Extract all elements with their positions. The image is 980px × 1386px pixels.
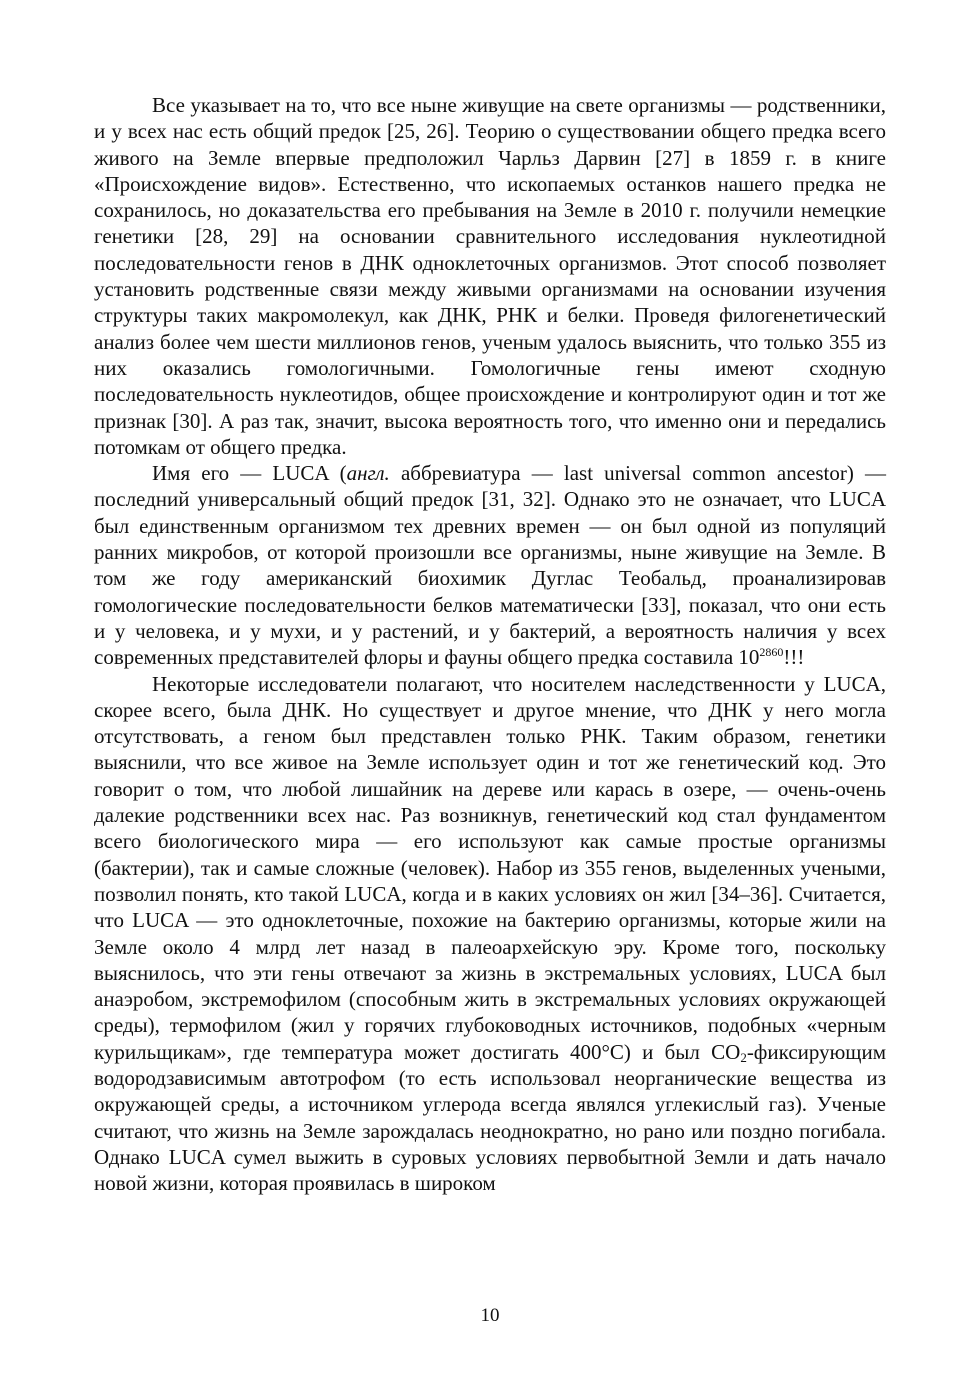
exponent: 2860 [759,645,784,660]
paragraph-luca-name: Имя его — LUCA (англ. аббревиатура — last universal common ancestor) — последний универсальный общий предок [31, 32]. Однако это не означает, что LUCA был единственным организмом тех древних времен — он был одной из популяций ранних микробов, от которой произошли все организмы, ныне живущие на Земле. В том же году американский биохимик Дуглас Теобальд, проанализировав гомологические последовательности белков математически [33], показал, что они есть и у человека, и у мухи, и у растений, и у бактерий, а вероятность наличия у всех современных представителей флоры и фауны общего предка составила $10^{2860}$!!! [94,461,886,670]
body-text [94,92,886,1196]
abbreviation-label: англ. [346,461,390,486]
page-number: 10 [480,1305,500,1326]
paragraph-common-ancestor: Все указывает на то, что все ныне живущие на свете организмы — родственники, и у всех нас есть общий предок [25, 26]. Теорию о существовании общего предка всего живого на Земле впервые предположил Чарльз Дарвин [27] в 1859 г. в книге «Происхождение видов». Естественно, что ископаемых останков нашего предка не сохранилось, но доказательства его пребывания на Земле в 2010 г. получили немецкие генетики [28, 29] на основании сравнительного исследования нуклеотидной последовательности генов в ДНК одноклеточных организмов. Этот способ позволяет установить родственные связи между живыми организмами на основании изучения структуры таких макромолекул, как ДНК, РНК и белки. Проведя филогенетический анализ более чем шести миллионов генов, ученым удалось выяснить, что только 355 из них оказались гомологичными. Гомологичные гены имеют сходную последовательность нуклеотидов, общее происхождение и контролируют один и тот же признак [30]. А раз так, значит, высока вероятность того, что именно они и передались потомкам от общего предка. [94,93,886,459]
paragraph-luca-properties: Некоторые исследователи полагают, что носителем наследственности у LUCA, скорее всего, была ДНК. Но существует и другое мнение, что ДНК у него могла отсутствовать, а геном был представлен только РНК. Таким образом, генетики выяснили, что все живое на Земле использует один и тот же генетический код. Это говорит о том, что любой лишайник на дереве или карась в озере, — очень-очень далекие родственники всех нас. Раз возникнув, генетический код стал фундаментом всего биологического мира — его используют как самые простые организмы (бактерии), так и самые сложные (человек). Набор из 355 генов, выделенных учеными, позволил понять, кто такой LUCA, когда и в каких условиях он жил [34–36]. Считается, что LUCA — это одноклеточные, похожие на бактерию организмы, которые жили на Земле около 4 млрд лет назад в палеоархейскую эру. Кроме того, поскольку выяснилось, что эти гены отвечают за жизнь в экстремальных условиях, LUCA был анаэробом, экстремофилом (способным жить в экстремальных условиях окружающей среды), термофилом (жил у горячих глубоководных источников, подобных «черным курильщикам», где температура может достигать 400°C) и был $CO_2$-фиксирующим водородзависимым автотрофом (то есть использовал неорганические вещества из окружающей среды, а источником углерода всегда являлся углекислый газ). Ученые считают, что жизнь на Земле зарождалась неоднократно, но рано или поздно погибала. Однако LUCA сумел выжить в суровых условиях первобытной Земли и дать начало новой жизни, которая проявилась в широком [94,671,886,1196]
co2-subscript: 2 [740,1049,747,1065]
